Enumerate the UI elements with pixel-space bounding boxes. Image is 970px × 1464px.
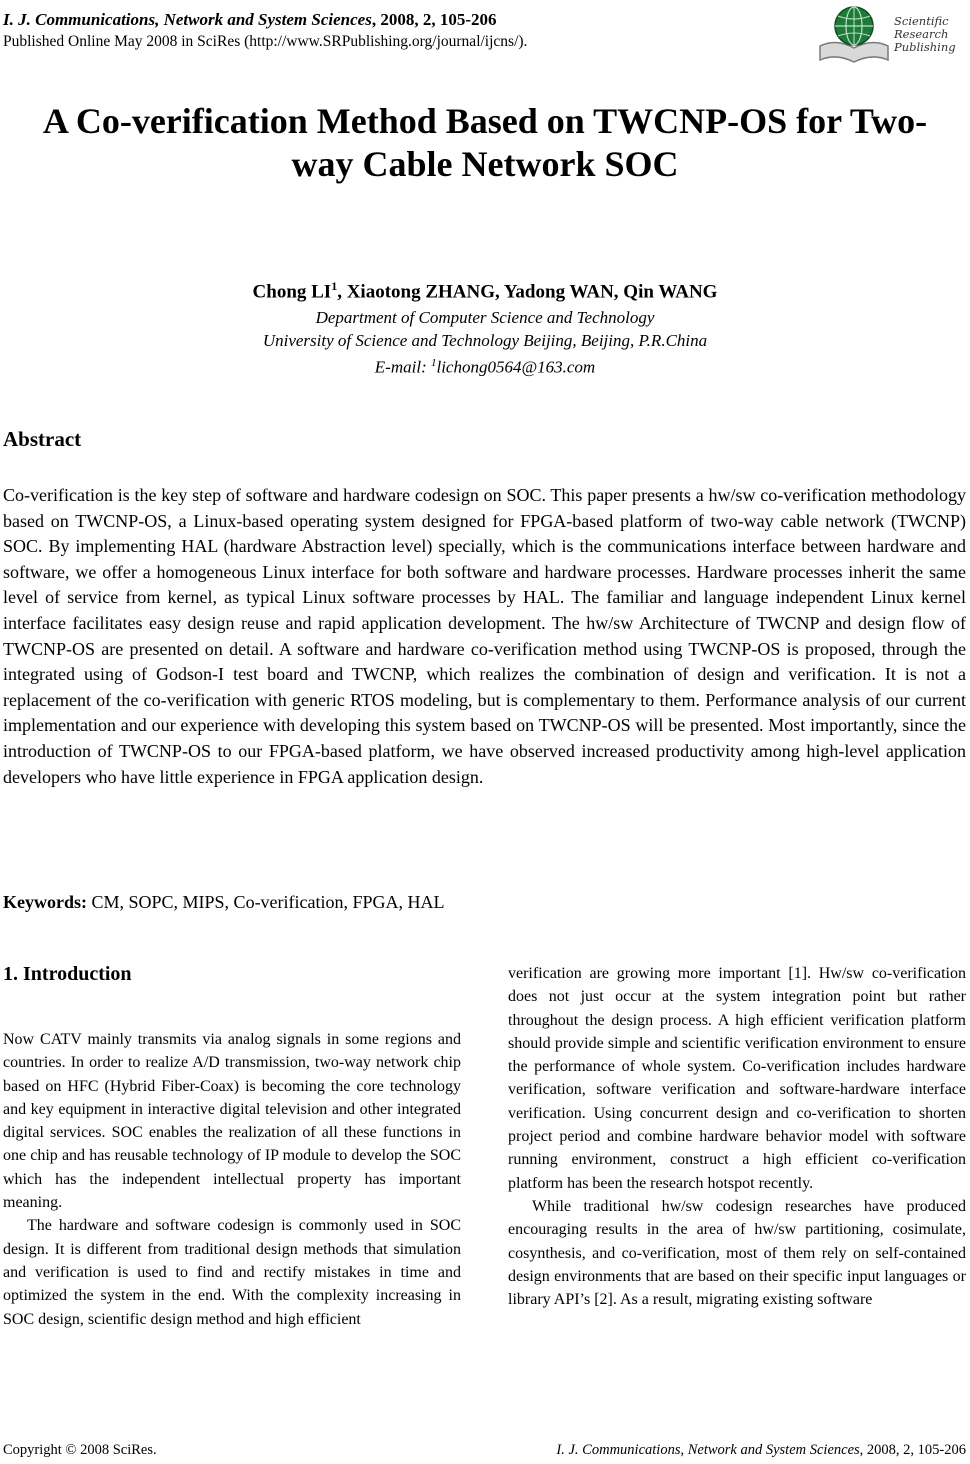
paper-title: A Co-verification Method Based on TWCNP-OS for Two- way Cable Network SOC: [42, 101, 928, 184]
university: University of Science and Technology Beijing, Beijing, P.R.China: [262, 331, 708, 351]
email-address: lichong0564@163.com: [436, 357, 596, 377]
paragraph: Now CATV mainly transmits via analog signals in some regions and countries. In order to realize A/D transmission, two-way network chip based on HFC (Hybrid Fiber-Coax) is becoming the core technology and key equipment in interactive digital television and other integrated digital services. SOC enables the realization of all these functions in one chip and has reusable technology of IP module to develop the SOC which has the independent intellectual property has important meaning.: [3, 1031, 461, 1212]
paragraph: The hardware and software codesign is commonly used in SOC design. It is different from traditional design methods that simulation and verification is used to find and rectify mistakes in time and optimized the system in the end. With the complexity increasing in SOC design, scientific design method and high efficient: [3, 1217, 461, 1328]
author-list: Chong $LI^1$, Xiaotong ZHANG, Yadong WAN, Qin WANG: [252, 279, 718, 303]
journal-volume: , 2008, 2, 105-206: [371, 10, 497, 29]
keywords-label: Keywords:: [3, 892, 87, 912]
abstract-body: Co-verification is the key step of software and hardware codesign on SOC. This paper presents a hw/sw co-verification methodology based on TWCNP-OS, a Linux-based operating system designed for FPGA-based platform of two-way cable network (TWCNP) SOC. By implementing HAL (hardware Abstraction level) specially, which is the communications interface between hardware and software, we offer a homogeneous Linux interface for both software and hardware processes. Hardware processes inherit the same level of service from kernel, as typical Linux software processes by HAL. The familiar and language independent Linux kernel interface facilitates easy design reuse and rapid application development. The hw/sw Architecture of TWCNP and design flow of TWCNP-OS are presented on detail. A software and hardware co-verification method using TWCNP-OS is proposed, through the integrated using of Godson-I test board and TWCNP, which realizes the combination of design and verification. It is not a replacement of the co-verification with generic RTOS modeling, but is complementary to them. Performance analysis of our current implementation and our experience with developing this system based on TWCNP-OS will be presented. Most importantly, since the introduction of TWCNP-OS to our FPGA-based platform, we have observed increased productivity among high-level application developers who have little experience in FPGA application design.: [3, 485, 966, 787]
keywords: [3, 889, 966, 915]
publisher-logo-text: Scientific Research Publishing: [894, 14, 956, 54]
journal-citation: [3, 9, 803, 31]
journal-header: [3, 9, 803, 53]
section-heading-introduction: 1. Introduction: [3, 963, 132, 985]
email-line: E-mail: $^1$lichong0564@163.com: [374, 357, 596, 377]
keywords-value: CM, SOPC, MIPS, Co-verification, FPGA, HAL: [87, 892, 445, 912]
copyright: Copyright © 2008 SciRes.: [3, 1442, 157, 1458]
author-block: [0, 272, 970, 379]
publisher-logo: [816, 2, 966, 64]
right-column: [508, 962, 966, 1311]
paragraph: verification are growing more important [1]. Hw/sw co-verification does not just occur at the system integration point but rather throughout the design process. A high efficient verification platform should provide simple and scientific verification environment to ensure the performance of whole system. Co-verification includes hardware verification, software verification and software-hardware interface verification. Using concurrent design and co-verification to shorten project period and combine hardware behavior model with software running environment, construct a high efficient co-verification platform has been the research hotspot recently.: [508, 965, 966, 1192]
journal-name: I. J. Communications, Network and System Sciences: [3, 10, 372, 29]
globe-book-icon: [816, 2, 892, 64]
abstract-heading: Abstract: [3, 427, 82, 451]
paragraph: While traditional hw/sw codesign researches have produced encouraging results in the area of hw/sw partitioning, cosimulate, cosynthesis, and co-verification, most of them rely on self-contained design environments that are based on their specific input languages or library API’s [2]. As a result, migrating existing software: [508, 1197, 966, 1309]
left-column: [3, 960, 461, 1331]
published-online-line: Published Online May 2008 in SciRes (http://www.SRPublishing.org/journal/ijcns/).: [3, 33, 528, 50]
department: Department of Computer Science and Technology: [315, 308, 655, 328]
footer-citation: I. J. Communications, Network and System Sciences, 2008, 2, 105-206: [556, 1442, 966, 1458]
